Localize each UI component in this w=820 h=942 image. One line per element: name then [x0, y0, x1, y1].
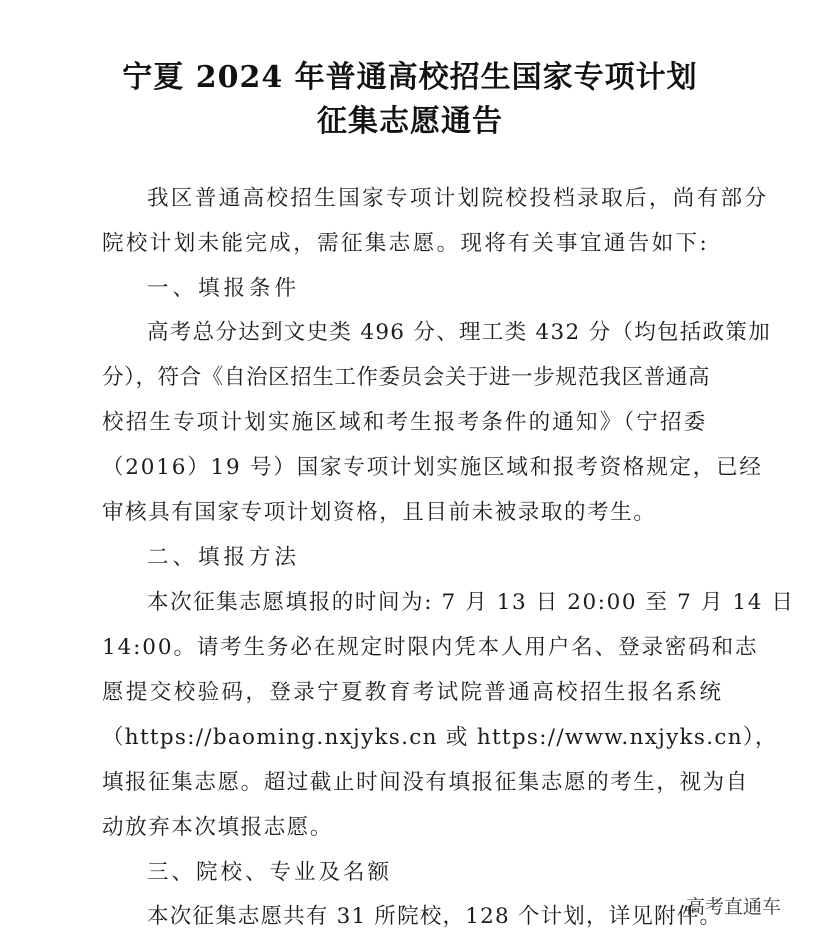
section-heading-1: 一、填报条件: [147, 276, 301, 301]
section-heading-3: 三、院校、专业及名额: [147, 860, 393, 885]
intro-line-1: 我区普通高校招生国家专项计划院校投档录取后，尚有部分: [147, 186, 769, 211]
paragraph-2-line-4: （https://baoming.nxjyks.cn 或 https://www.nxjyks.cn），: [102, 725, 778, 750]
intro-line-2: 院校计划未能完成，需征集志愿。现将有关事宜通告如下:: [102, 231, 710, 256]
paragraph-2-line-1: 本次征集志愿填报的时间为: 7 月 13 日 20:00 至 7 月 14 日: [147, 590, 795, 615]
paragraph-2-line-3: 愿提交校验码，登录宁夏教育考试院普通高校招生报名系统: [102, 680, 724, 705]
paragraph-2-line-5: 填报征集志愿。超过截止时间没有填报征集志愿的考生，视为自: [102, 770, 749, 795]
paragraph-1-line-5: 审核具有国家专项计划资格，且目前未被录取的考生。: [102, 500, 657, 525]
paragraph-1-line-2: 分），符合《自治区招生工作委员会关于进一步规范我区普通高: [102, 365, 711, 390]
paragraph-3-line-1: 本次征集志愿共有 31 所院校，128 个计划，详见附件。: [147, 904, 723, 929]
notice-title-line-2: 征集志愿通告: [317, 104, 503, 139]
watermark-text: 高考直通车: [686, 896, 782, 918]
paragraph-1-line-1: 高考总分达到文史类 496 分、理工类 432 分（均包括政策加: [147, 320, 772, 345]
paragraph-2-line-2: 14:00。请考生务必在规定时限内凭本人用户名、登录密码和志: [102, 635, 759, 660]
paragraph-1-line-4: （2016）19 号）国家专项计划实施区域和报考资格规定，已经: [102, 455, 763, 480]
section-heading-2: 二、填报方法: [147, 545, 301, 570]
notice-title-line-1: 宁夏 2024 年普通高校招生国家专项计划: [122, 60, 698, 95]
paragraph-1-line-3: 校招生专项计划实施区域和考生报考条件的通知》（宁招委: [102, 410, 708, 435]
paragraph-2-line-6: 动放弃本次填报志愿。: [102, 815, 334, 840]
